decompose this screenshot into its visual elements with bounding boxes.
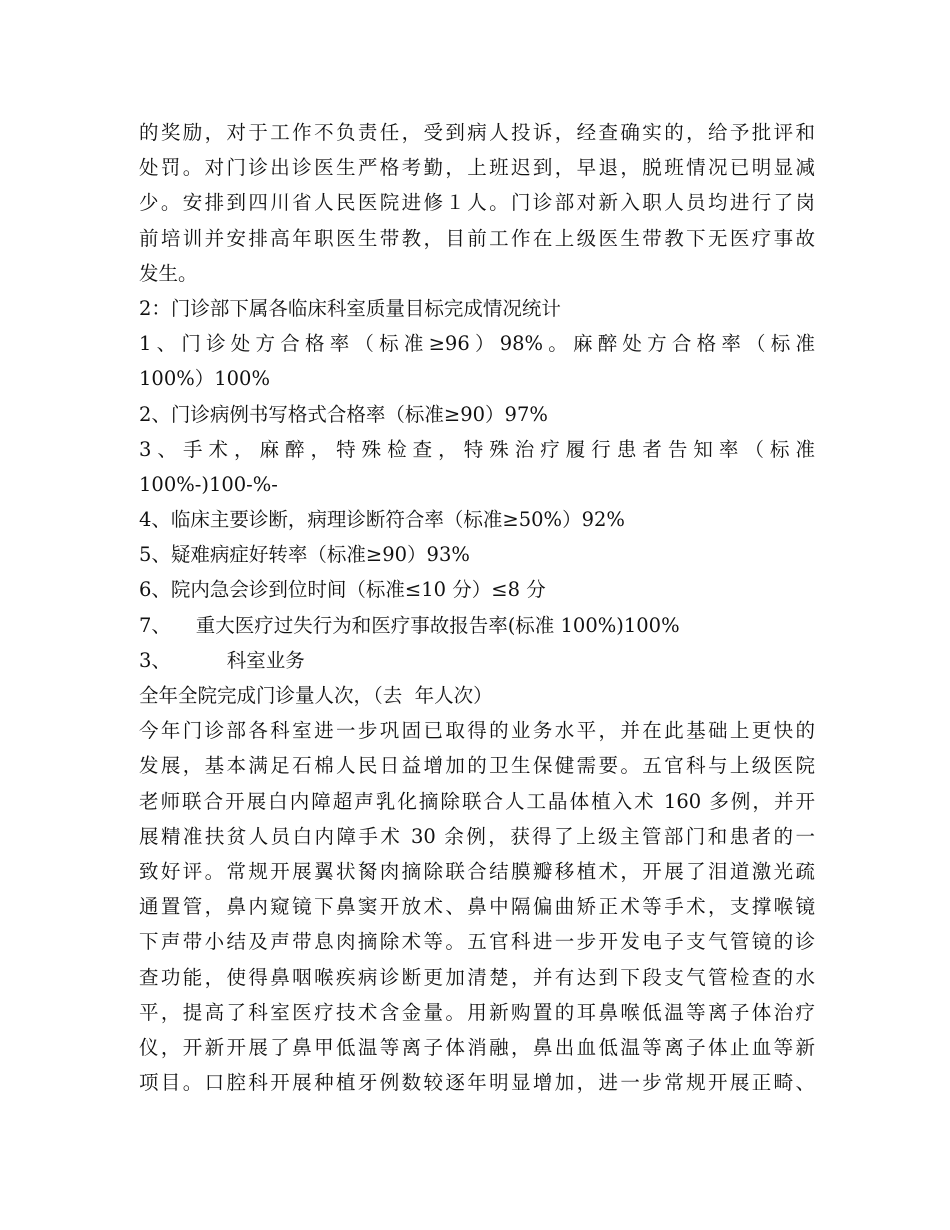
text-line: 仪，开新开展了鼻甲低温等离子体消融，鼻出血低温等离子体止血等新 xyxy=(139,1035,815,1059)
text-line: 4、临床主要诊断，病理诊断符合率（标准≥50%）92% xyxy=(139,508,625,532)
text-line: 100%）100% xyxy=(139,367,270,391)
text-line: 查功能，使得鼻咽喉疾病诊断更加清楚，并有达到下段支气管检查的水 xyxy=(139,965,815,989)
text-line: 7、 重大医疗过失行为和医疗事故报告率(标准 100%)100% xyxy=(139,613,680,637)
text-line: 下声带小结及声带息肉摘除术等。五官科进一步开发电子支气管镜的诊 xyxy=(139,930,815,954)
text-line: 项目。口腔科开展种植牙例数较逐年明显增加，进一步常规开展正畸、 xyxy=(139,1071,815,1095)
text-line: 致好评。常规开展翼状胬肉摘除联合结膜瓣移植术，开展了泪道激光疏 xyxy=(139,859,815,883)
text-line: 2：门诊部下属各临床科室质量目标完成情况统计 xyxy=(139,296,561,320)
text-line: 前培训并安排高年职医生带教，目前工作在上级医生带教下无医疗事故 xyxy=(139,226,815,250)
text-line: 老师联合开展白内障超声乳化摘除联合人工晶体植入术 160 多例，并开 xyxy=(139,789,815,813)
text-line: 今年门诊部各科室进一步巩固已取得的业务水平，并在此基础上更快的 xyxy=(139,719,815,743)
text-line: 展精准扶贫人员白内障手术 30 余例，获得了上级主管部门和患者的一 xyxy=(139,824,815,848)
text-line: 的奖励，对于工作不负责任，受到病人投诉，经查确实的，给予批评和 xyxy=(139,121,815,144)
text-line: 3、 科室业务 xyxy=(139,648,305,672)
text-line: 通置管，鼻内窥镜下鼻窦开放术、鼻中隔偏曲矫正术等手术，支撑喉镜 xyxy=(139,895,815,919)
text-line: 处罚。对门诊出诊医生严格考勤，上班迟到，早退，脱班情况已明显减 xyxy=(139,156,815,180)
text-line: 全年全院完成门诊量人次，（去 年人次） xyxy=(139,684,493,707)
text-line: 少。安排到四川省人民医院进修１人。门诊部对新入职人员均进行了岗 xyxy=(139,191,815,215)
text-line: 3、手术，麻醉，特殊检查，特殊治疗履行患者告知率（标准 xyxy=(139,437,815,461)
text-line: 发生。 xyxy=(139,261,198,285)
text-line: 5、疑难病症好转率（标准≥90）93% xyxy=(139,543,470,567)
text-line: 100%-)100-%- xyxy=(139,472,278,496)
text-line: 平，提高了科室医疗技术含金量。用新购置的耳鼻喉低温等离子体治疗 xyxy=(139,1000,815,1024)
text-line: 6、院内急会诊到位时间（标准≤10 分）≤8 分 xyxy=(139,578,546,602)
document-page xyxy=(139,115,815,1100)
text-line: 发展，基本满足石棉人民日益增加的卫生保健需要。五官科与上级医院 xyxy=(139,754,815,778)
text-line: 2、门诊病例书写格式合格率（标准≥90）97% xyxy=(139,402,548,426)
text-line: 1、门诊处方合格率（标准≥96）98%。麻醉处方合格率（标准 xyxy=(139,332,815,356)
